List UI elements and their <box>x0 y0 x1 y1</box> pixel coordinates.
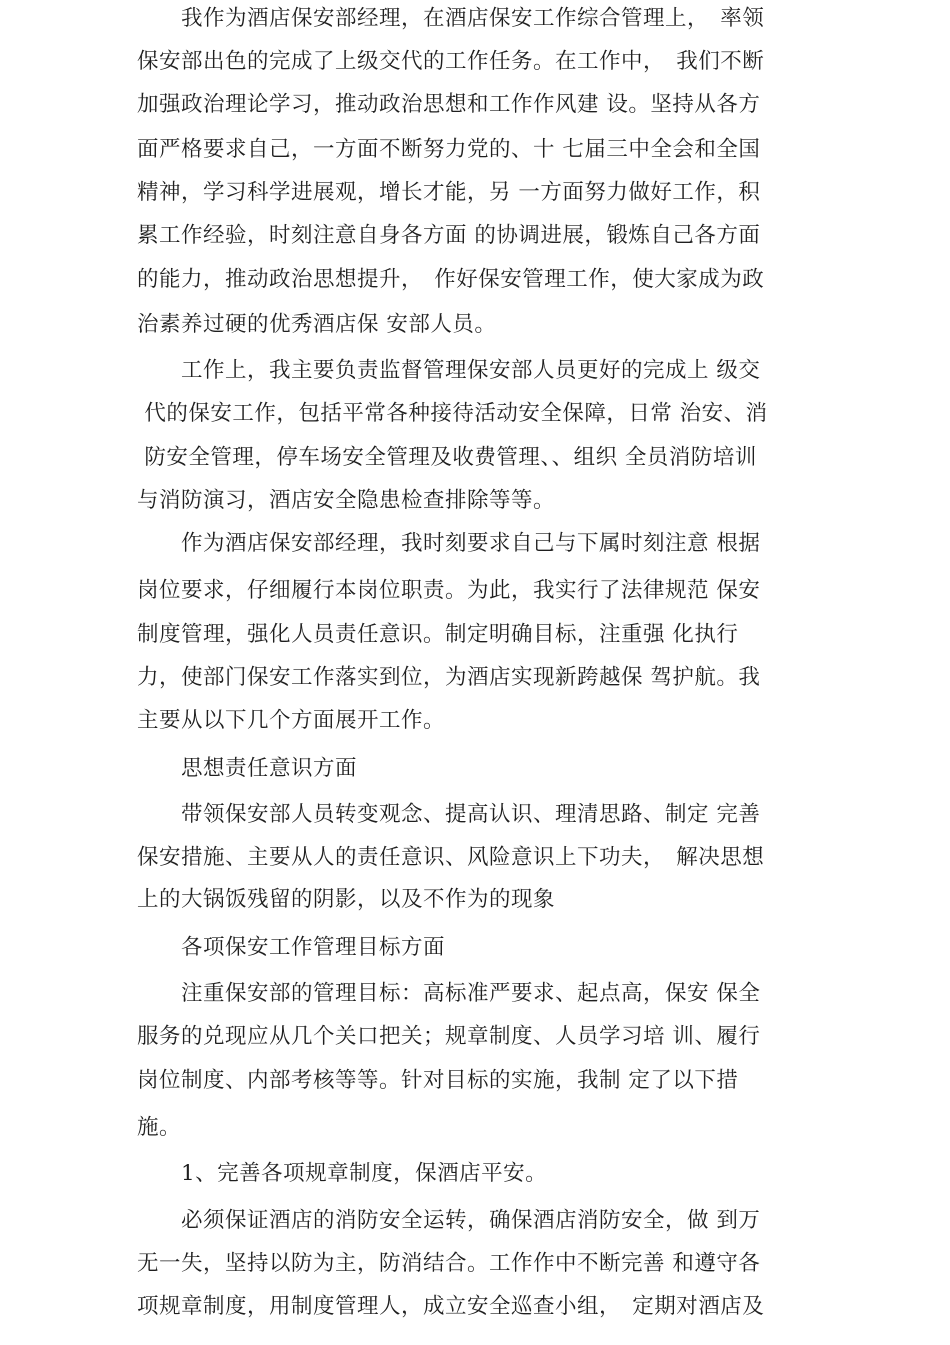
text-line: 累工作经验，时刻注意自身各方面 的协调进展，锻炼自己各方面 <box>137 223 761 248</box>
text-line: 治素养过硬的优秀酒店保 安部人员。 <box>137 312 497 337</box>
text-line: 带领保安部人员转变观念、提高认识、理清思路、制定 完善 <box>137 802 761 827</box>
text-line: 与消防演习，酒店安全隐患检查排除等等。 <box>137 488 556 513</box>
text-line: 必须保证酒店的消防安全运转，确保酒店消防安全，做 到万 <box>137 1208 761 1233</box>
section-heading: 各项保安工作管理目标方面 <box>137 935 446 960</box>
text-line: 我作为酒店保安部经理，在酒店保安工作综合管理上， 率领 <box>137 6 765 31</box>
text-line: 制度管理，强化人员责任意识。制定明确目标，注重强 化执行 <box>137 622 739 647</box>
text-line: 的能力，推动政治思想提升， 作好保安管理工作，使大家成为政 <box>137 267 765 292</box>
text-line: 项规章制度，用制度管理人，成立安全巡查小组， 定期对酒店及 <box>137 1294 765 1319</box>
text-line: 服务的兑现应从几个关口把关；规章制度、人员学习培 训、履行 <box>137 1024 761 1049</box>
numbered-heading: 1、完善各项规章制度，保酒店平安。 <box>137 1161 548 1186</box>
text-line: 注重保安部的管理目标：高标准严要求、起点高，保安 保全 <box>137 981 761 1006</box>
text-line: 加强政治理论学习，推动政治思想和工作作风建 设。坚持从各方 <box>137 92 761 117</box>
text-line: 保安措施、主要从人的责任意识、风险意识上下功夫， 解决思想 <box>137 845 765 870</box>
text-line: 岗位要求，仔细履行本岗位职责。为此，我实行了法律规范 保安 <box>137 578 761 603</box>
text-line: 保安部出色的完成了上级交代的工作任务。在工作中， 我们不断 <box>137 49 765 74</box>
text-line: 作为酒店保安部经理，我时刻要求自己与下属时刻注意 根据 <box>137 531 761 556</box>
text-line: 面严格要求自己，一方面不断努力党的、十 七届三中全会和全国 <box>137 137 761 162</box>
text-line: 精神，学习科学进展观，增长才能，另 一方面努力做好工作，积 <box>137 180 761 205</box>
text-line: 上的大锅饭残留的阴影，以及不作为的现象 <box>137 887 556 912</box>
text-line: 力，使部门保安工作落实到位，为酒店实现新跨越保 驾护航。我 <box>137 665 761 690</box>
text-line: 无一失，坚持以防为主，防消结合。工作作中不断完善 和遵守各 <box>137 1251 761 1276</box>
text-line: 主要从以下几个方面展开工作。 <box>137 708 446 733</box>
text-line: 代的保安工作，包括平常各种接待活动安全保障，日常 治安、消 <box>137 401 768 426</box>
section-heading: 思想责任意识方面 <box>137 756 358 781</box>
text-line: 施。 <box>137 1115 182 1140</box>
text-line: 防安全管理，停车场安全管理及收费管理、、组织 全员消防培训 <box>137 445 757 470</box>
text-line: 岗位制度、内部考核等等。针对目标的实施，我制 定了以下措 <box>137 1068 739 1093</box>
text-line: 工作上，我主要负责监督管理保安部人员更好的完成上 级交 <box>137 358 761 383</box>
